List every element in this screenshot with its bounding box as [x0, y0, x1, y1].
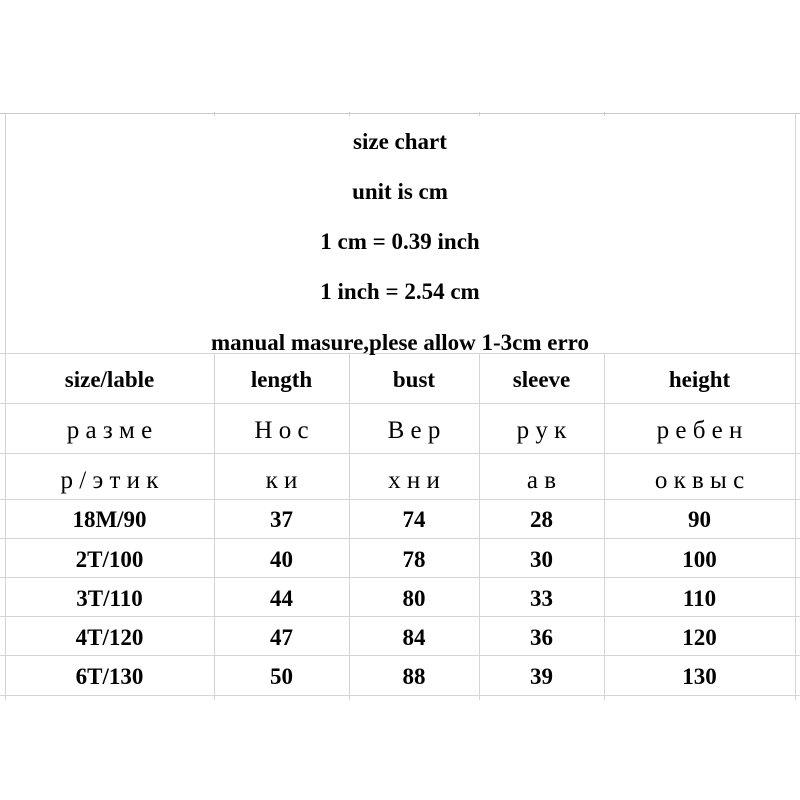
column-header-size-ru-cont: р / э т и к: [60, 467, 159, 494]
grid-line: [0, 538, 800, 539]
bust-cell: 80: [402, 586, 426, 611]
grid-line: [0, 453, 800, 454]
sleeve-cell: 36: [530, 625, 553, 650]
grid-line: [0, 695, 800, 696]
grid-line: [0, 577, 800, 578]
grid-tick: [349, 112, 350, 116]
length-cell: 47: [270, 625, 293, 650]
column-header-bust: bust: [392, 367, 436, 392]
inch-to-cm-note: 1 inch = 2.54 cm: [320, 279, 480, 304]
column-header-bust-ru: В е р: [387, 417, 441, 444]
size-cell: 2T/100: [75, 547, 144, 572]
height-cell: 100: [682, 547, 717, 572]
length-cell: 40: [270, 547, 293, 572]
column-header-length: length: [250, 367, 313, 392]
height-cell: 90: [688, 507, 711, 532]
grid-line: [0, 403, 800, 404]
height-cell: 130: [682, 664, 717, 689]
grid-line: [0, 655, 800, 656]
size-cell: 4T/120: [75, 625, 144, 650]
column-header-sleeve: sleeve: [512, 367, 571, 392]
cm-to-inch-note: 1 cm = 0.39 inch: [320, 229, 480, 254]
column-header-sleeve-ru: р у к: [516, 417, 567, 444]
grid-line: [0, 113, 800, 114]
grid-tick: [604, 112, 605, 116]
grid-tick: [214, 112, 215, 116]
size-cell: 18M/90: [72, 507, 147, 532]
size-cell: 3T/110: [76, 586, 143, 611]
column-header-height: height: [668, 367, 731, 392]
bust-cell: 74: [402, 507, 426, 532]
column-header-size: size/lable: [64, 367, 155, 392]
unit-note: unit is cm: [352, 179, 448, 204]
column-header-size-ru: р а з м е: [66, 417, 153, 444]
sleeve-cell: 39: [530, 664, 553, 689]
column-header-sleeve-ru-cont: а в: [526, 467, 557, 494]
bust-cell: 88: [402, 664, 426, 689]
grid-line: [0, 616, 800, 617]
column-header-length-ru-cont: к и: [265, 467, 298, 494]
length-cell: 44: [270, 586, 293, 611]
column-header-bust-ru-cont: х н и: [388, 467, 440, 494]
measurement-error-note: manual masure,plese allow 1-3cm erro: [211, 330, 589, 355]
size-cell: 6T/130: [75, 664, 144, 689]
bust-cell: 84: [402, 625, 426, 650]
bust-cell: 78: [402, 547, 426, 572]
height-cell: 110: [682, 586, 717, 611]
sleeve-cell: 33: [530, 586, 553, 611]
grid-tick: [479, 112, 480, 116]
length-cell: 37: [270, 507, 293, 532]
grid-line: [0, 499, 800, 500]
length-cell: 50: [270, 664, 293, 689]
height-cell: 120: [682, 625, 717, 650]
sleeve-cell: 30: [530, 547, 553, 572]
chart-title: size chart: [353, 129, 447, 154]
column-header-height-ru-cont: о к в ы с: [654, 467, 745, 494]
sleeve-cell: 28: [530, 507, 553, 532]
column-header-height-ru: р е б е н: [656, 417, 743, 444]
column-header-length-ru: Н о с: [254, 417, 309, 444]
